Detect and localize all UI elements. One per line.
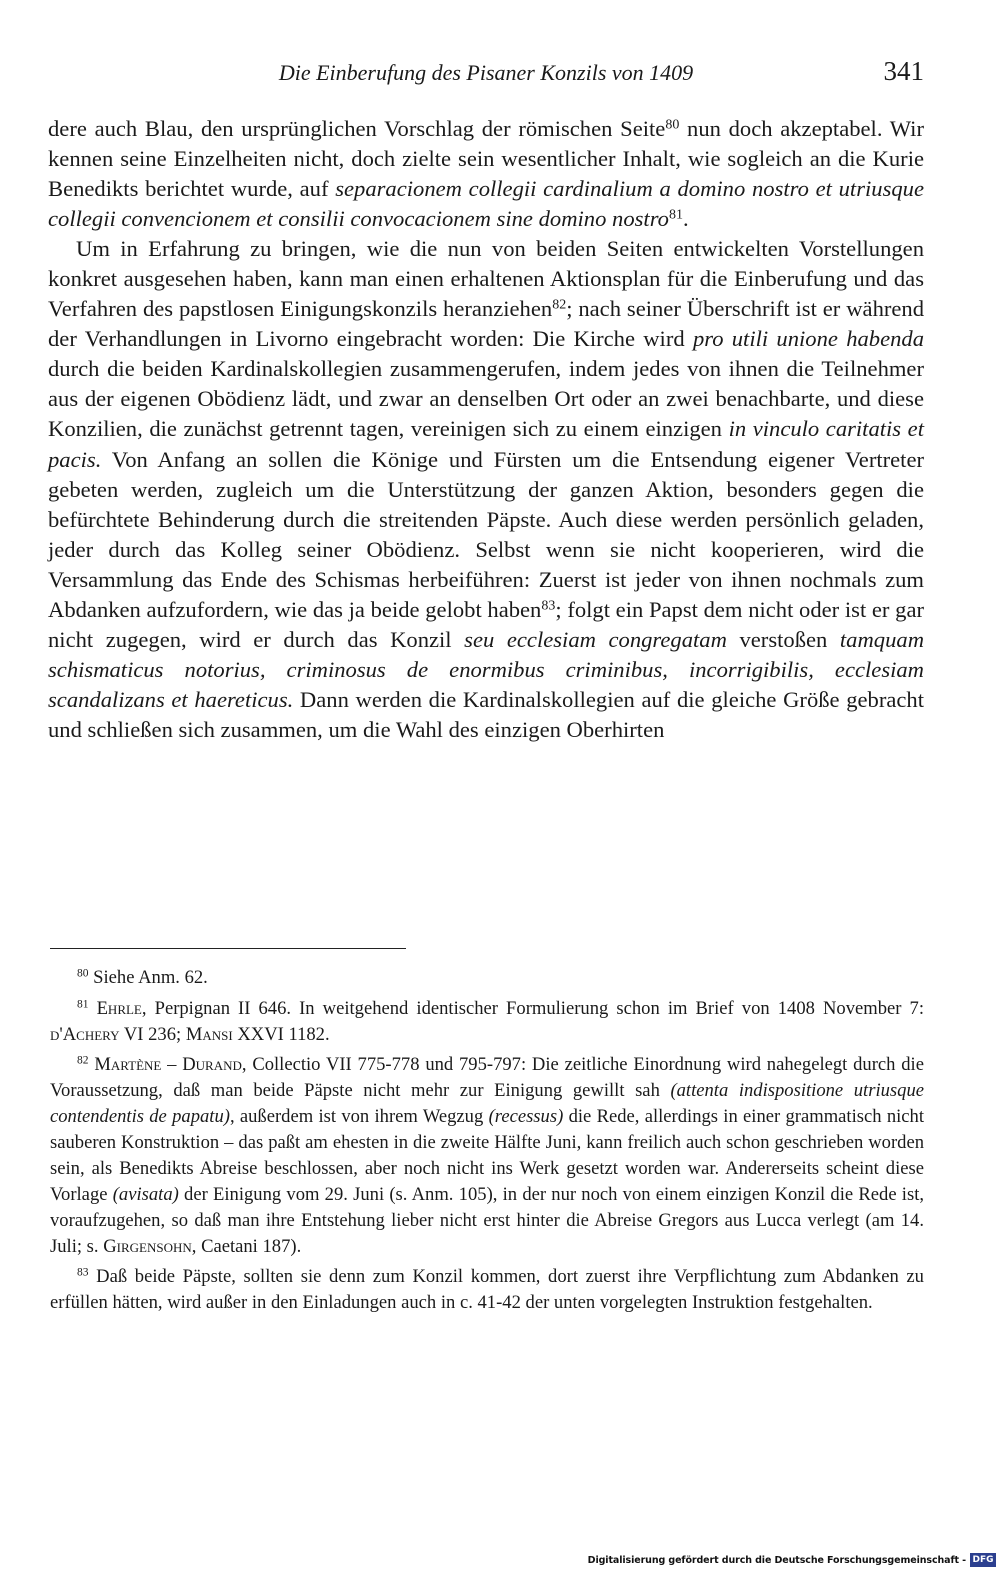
latin-quote: (attenta indispositione utriusque contendentis de papatu) xyxy=(50,1080,924,1127)
text-run: verstoßen xyxy=(726,626,840,652)
text-run: Von Anfang an sollen die Könige und Fürsten um die Entsendung eigener Vertreter gebeten werden, zugleich um die Unterstützung der ganzen Aktion, besonders gegen die befürchtete Behinderung durch die streitenden Päpste. Auch diese werden persönlich geladen, jeder durch das Kolleg seiner Obödienz. Selbst wenn sie nicht kooperieren, wird die Versammlung das Ende des Schismas herbeiführen: Zuerst ist jeder von ihnen nochmals zum Abdanken aufzufordern, wie das ja beide gelobt haben xyxy=(48,446,924,622)
footnote-ref-83: 83 xyxy=(541,598,556,614)
latin-quote: seu ecclesiam congregatam xyxy=(464,626,727,652)
latin-quote: pro utili unione habenda xyxy=(692,326,925,352)
footnotes xyxy=(50,965,924,1320)
page-header xyxy=(48,56,924,96)
footnote-text: VI 236; xyxy=(119,1024,186,1045)
page-number: 341 xyxy=(883,56,924,86)
text-run: ; folgt ein Papst dem nicht oder ist er gar nicht zugegen, wird er durch das Konzil xyxy=(48,596,924,652)
footnote-text: , Collectio VII 775-778 und 795-797: Die zeitliche Einordnung wird nahegelegt durch die Voraussetzung, daß man beide Päpste nicht mehr zur Einigung gewillt sah xyxy=(50,1054,924,1101)
latin-quote: in vinculo caritatis et pacis. xyxy=(48,416,924,472)
latin-quote: tamquam schismaticus notorius, criminosus de enormibus criminibus, incorrigibilis, ecclesiam scandalizans et haereticus. xyxy=(48,626,925,712)
author-name: Mansi xyxy=(185,1024,233,1045)
footnote-80 xyxy=(50,965,924,991)
text-run: Um in Erfahrung zu bringen, wie die nun von beiden Seiten entwickelten Vorstellungen konkret ausgesehen haben, kann man einen erhaltenen Aktionsplan für die Einberufung und das Verfahren des papstlosen Einigungskonzils heranziehen xyxy=(48,236,924,322)
footnote-number: 81 xyxy=(77,998,89,1011)
dfg-notice-text: Digitalisierung gefördert durch die Deutsche Forschungsgemeinschaft - xyxy=(587,1554,966,1566)
author-name: Girgensohn xyxy=(103,1236,192,1257)
latin-quote: (recessus) xyxy=(488,1106,564,1127)
footnote-text: , Caetani 187). xyxy=(191,1236,302,1257)
author-name: Martène – Durand xyxy=(94,1054,242,1075)
author-name: d'Achery xyxy=(50,1024,120,1045)
paragraph-2 xyxy=(48,234,924,745)
text-run: durch die beiden Kardinalskollegien zusammengerufen, indem jedes von ihnen die Teilnehmer aus der eigenen Obödienz lädt, und zwar an denselben Ort oder an zwei benachbarte, und diese Konzilien, die zunächst getrennt tagen, vereinigen sich zu einem einzigen xyxy=(48,356,924,442)
footnote-number: 80 xyxy=(77,967,89,980)
main-text xyxy=(48,114,924,745)
footnote-divider xyxy=(50,948,406,949)
text-run: ; nach seiner Überschrift ist er während der Verhandlungen in Livorno eingebracht worden: Die Kirche wird xyxy=(48,296,925,352)
running-title: Die Einberufung des Pisaner Konzils von 1409 xyxy=(278,60,694,85)
footnote-text: XXVI 1182. xyxy=(232,1024,330,1045)
author-name: Ehrle xyxy=(96,998,142,1019)
footnote-text: , Perpignan II 646. In weitgehend identischer Formulierung schon im Brief von 1408 November 7: xyxy=(141,998,924,1019)
footnote-text: , außerdem ist von ihrem Wegzug xyxy=(229,1106,489,1127)
footnote-82 xyxy=(50,1052,924,1260)
dfg-funding-notice xyxy=(588,1552,996,1568)
footnote-number: 83 xyxy=(77,1266,89,1279)
footnote-text: die Rede, allerdings in einer grammatisch nicht sauberen Konstruktion – das paßt am ehesten in die zweite Hälfte Juni, kann freilich auch schon geschrieben worden sein, als Benedikts Abreise beschlossen, aber noch nicht ins Werk gesetzt worden war. Andererseits scheint diese Vorlage xyxy=(50,1106,925,1205)
text-run: Dann werden die Kardinalskollegien auf die gleiche Größe gebracht und schließen sich zusammen, um die Wahl des einzigen Oberhirten xyxy=(48,686,924,742)
text-run: . xyxy=(682,206,689,232)
footnote-text: Daß beide Päpste, sollten sie denn zum Konzil kommen, dort zuerst ihre Verpflichtung zum Abdanken zu erfüllen hätten, wird außer in den Einladungen auch in c. 41-42 der unten vorgelegten Instruktion festgehalten. xyxy=(50,1266,924,1313)
text-run: nun doch akzeptabel. Wir kennen seine Einzelheiten nicht, doch zielte sein wesentlicher Inhalt, wie sogleich an die Kurie Benedikts berichtet wurde, auf xyxy=(48,116,924,202)
footnote-83 xyxy=(50,1264,924,1316)
latin-quote: (avisata) xyxy=(112,1184,179,1205)
footnote-text: der Einigung vom 29. Juni (s. Anm. 105), in der nur noch von einem einzigen Konzil die Rede ist, voraufzugehen, so daß man ihre Entstehung lieber nicht erst hinter die Abreise Gregors aus Lucca verlegt (am 14. Juli; s. xyxy=(50,1184,925,1257)
footnote-number: 82 xyxy=(77,1054,89,1067)
dfg-logo-icon: DFG xyxy=(970,1553,996,1567)
footnote-ref-81: 81 xyxy=(668,207,683,223)
paragraph-1 xyxy=(48,114,924,234)
footnote-81 xyxy=(50,996,924,1048)
footnote-text: Siehe Anm. 62. xyxy=(93,967,208,988)
text-run: dere auch Blau, den ursprünglichen Vorschlag der römischen Seite xyxy=(48,116,666,141)
latin-quote: separacionem collegii cardinalium a domino nostro et utriusque collegii convencionem et consilii convocacionem sine domino nostro xyxy=(48,176,924,232)
footnote-ref-82: 82 xyxy=(552,297,567,313)
footnote-ref-80: 80 xyxy=(665,117,680,133)
